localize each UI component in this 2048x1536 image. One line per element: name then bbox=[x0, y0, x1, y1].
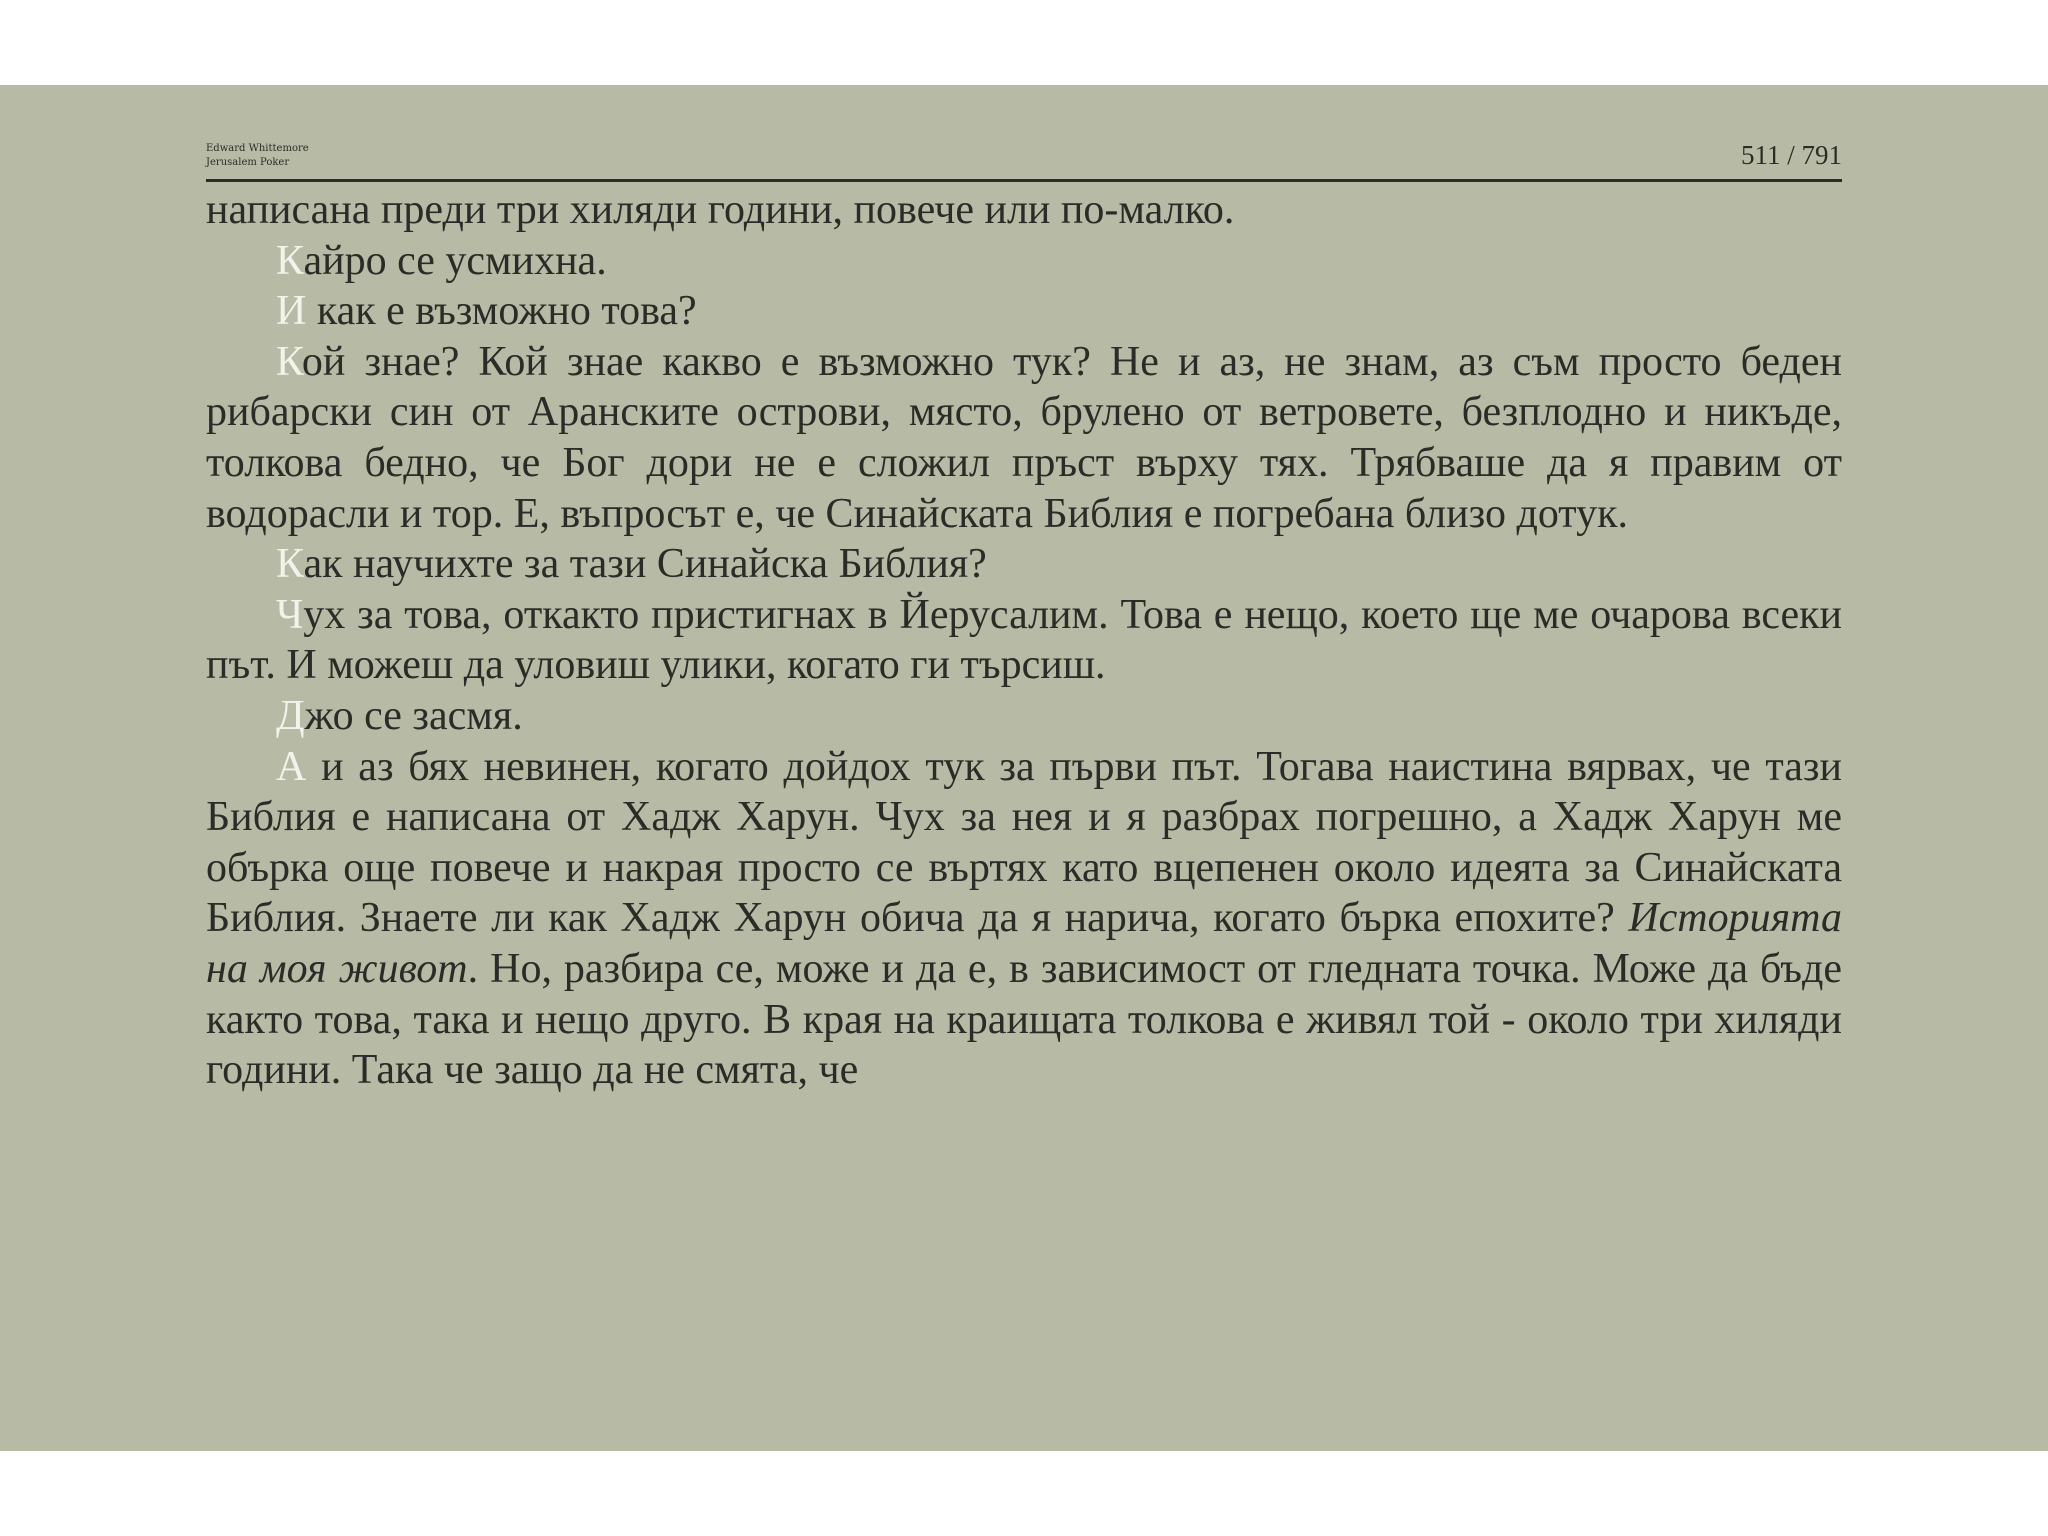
book-title: Jerusalem Poker bbox=[206, 157, 290, 168]
paragraph-text: айро се усмихна. bbox=[303, 237, 607, 284]
paragraph bbox=[206, 691, 1842, 742]
paragraph-initial: Д bbox=[276, 692, 305, 739]
author-name: Edward Whittemore bbox=[206, 143, 309, 154]
paragraph-text: ух за това, откакто пристигнах в Йерусалим. Това е нещо, което ще ме очарова всеки път. И можеш да уловиш улики, когато ги търсиш. bbox=[206, 591, 1842, 689]
paragraph bbox=[206, 539, 1842, 590]
paragraph-initial: И bbox=[276, 288, 307, 335]
page-header bbox=[206, 135, 1842, 182]
paragraph-initial: К bbox=[276, 237, 304, 284]
paragraph-text: ой знае? Кой знае какво е възможно тук? Не и аз, не знам, аз съм просто беден рибарски син от Аранските острови, място, брулено от ветровете, безплодно и никъде, толкова бедно, че Бог дори не е сложил пръст върху тях. Трябваше да я правим от водорасли и тор. Е, въпросът е, че Синайската Библия е погребана близо дотук. bbox=[206, 338, 1842, 537]
italic-title: Историята на моя живот bbox=[206, 895, 1842, 992]
page-counter: 511 / 791 bbox=[1741, 140, 1842, 170]
paragraph-text: жо се засмя. bbox=[304, 692, 523, 739]
paragraph-text: как е възможно това? bbox=[306, 288, 697, 335]
paragraph-text: и аз бях невинен, когато дойдох тук за първи път. Тогава наистина вярвах, че тази Библия е написана от Хадж Харун. Чух за нея и я разбрах погрешно, а Хадж Харун ме обърка още повече и накрая просто се въртях като вцепенен около идеята за Синайската Библия. Знаете ли как Хадж Харун обича да я нарича, когато бърка епохите? bbox=[206, 743, 1842, 942]
paragraph bbox=[206, 742, 1842, 1096]
paragraph bbox=[206, 337, 1842, 539]
paragraph bbox=[206, 590, 1842, 691]
paragraph-initial: Ч bbox=[276, 591, 304, 638]
paragraph bbox=[206, 185, 1842, 236]
paragraph-text: ак научихте за тази Синайска Библия? bbox=[303, 541, 987, 588]
paragraph-text: . Но, разбира се, може и да е, в зависимост от гледната точка. Може да бъде както това, така и нещо друго. В края на краищата толкова е живял той - около три хиляди години. Така че защо да не смята, че bbox=[206, 945, 1842, 1094]
paragraph bbox=[206, 286, 1842, 337]
paragraph-initial: К bbox=[276, 541, 304, 588]
paragraph bbox=[206, 236, 1842, 287]
paragraph-initial: А bbox=[276, 743, 307, 790]
paragraph-initial: К bbox=[276, 338, 302, 385]
book-meta bbox=[206, 142, 309, 170]
paragraph-text: написана преди три хиляди години, повече или по-малко. bbox=[206, 187, 1235, 233]
page-body[interactable] bbox=[206, 185, 1842, 1096]
